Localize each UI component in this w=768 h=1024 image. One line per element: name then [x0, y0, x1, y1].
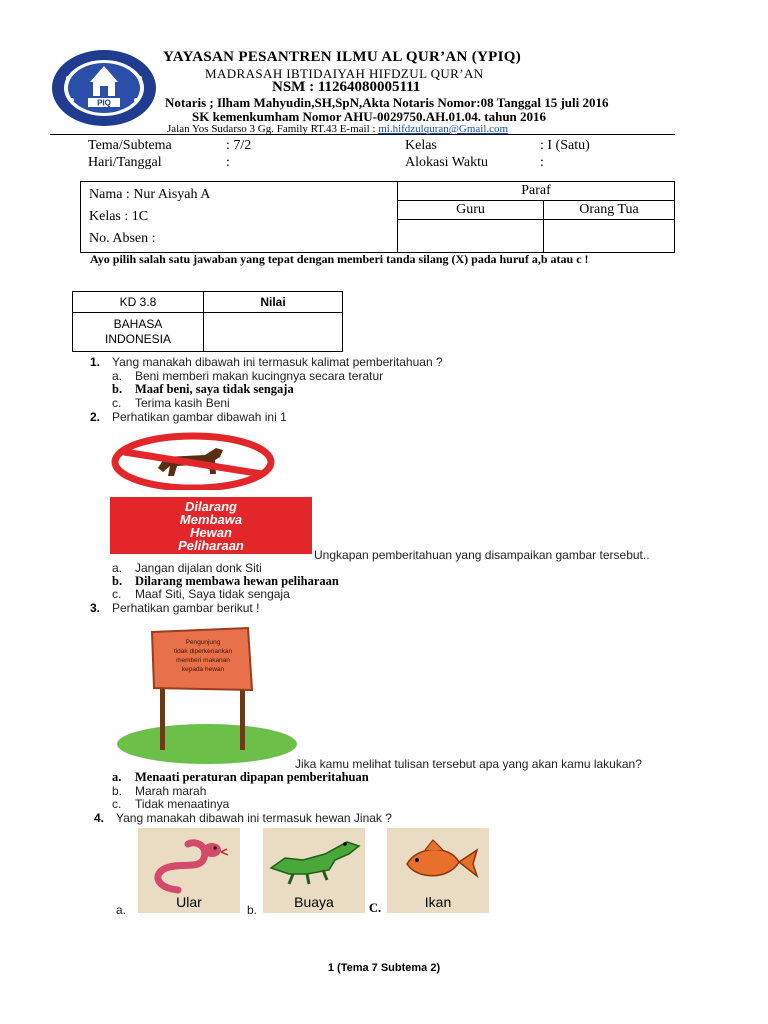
question-number: 2.	[90, 410, 101, 424]
zoo-sign-text	[156, 638, 250, 674]
fish-card[interactable]	[387, 828, 489, 913]
identity-table	[80, 181, 675, 253]
sign-line: Hewan	[190, 525, 232, 540]
question-2	[90, 410, 287, 424]
q4-letter-c[interactable]: C.	[369, 901, 382, 915]
card-label: Ular	[176, 894, 202, 910]
q4-letter-b[interactable]: b.	[247, 903, 258, 917]
sign-line: Peliharaan	[178, 538, 244, 553]
question-text: Yang manakah dibawah ini termasuk hewan Jinak ?	[116, 811, 392, 825]
question-number: 3.	[90, 601, 101, 615]
paraf-ortu-header: Orang Tua	[544, 201, 675, 220]
page-footer: 1 (Tema 7 Subtema 2)	[327, 962, 441, 974]
paraf-header: Paraf	[398, 182, 675, 201]
sign-line: tidak diperkenankan	[173, 648, 233, 655]
option-text: Jangan dijalan donk Siti	[135, 561, 262, 575]
option-letter: a.	[112, 561, 123, 575]
paraf-ortu-field[interactable]	[544, 220, 675, 253]
question-text: Yang manakah dibawah ini termasuk kalimat pemberitahuan ?	[112, 355, 443, 369]
card-label: Ikan	[424, 894, 452, 910]
paraf-guru-field[interactable]	[398, 220, 544, 253]
option-text: Maaf Siti, Saya tidak sengaja	[135, 587, 290, 601]
option-letter: b.	[112, 574, 123, 588]
q1-option-a[interactable]	[112, 369, 383, 383]
q3-option-a[interactable]	[112, 770, 369, 785]
crocodile-icon	[263, 828, 365, 894]
no-pets-sign-panel	[110, 497, 312, 554]
option-text: Tidak menaatinya	[135, 797, 230, 811]
sign-text	[110, 500, 312, 552]
q3-caption: Jika kamu melihat tulisan tersebut apa yang akan kamu lakukan?	[295, 757, 642, 771]
hari-label: Hari/Tanggal	[88, 155, 162, 170]
option-letter: c.	[112, 797, 122, 811]
tema-label: Tema/Subtema	[88, 138, 172, 153]
sign-line: Dilarang	[184, 499, 237, 514]
snake-icon	[138, 828, 240, 894]
school-name: MADRASAH IBTIDAIYAH HIFDZUL QUR’AN	[205, 66, 484, 81]
q2-caption: Ungkapan pemberitahuan yang disampaikan gambar tersebut..	[314, 548, 650, 562]
option-letter: b.	[112, 382, 123, 396]
option-text: Dilarang membawa hewan peliharaan	[135, 574, 339, 588]
option-letter: c.	[112, 396, 122, 410]
q3-option-b[interactable]	[112, 784, 206, 798]
notary-info: Notaris ; Ilham Mahyudin,SH,SpN,Akta Notaris Nomor:08 Tanggal 15 juli 2016	[165, 95, 609, 110]
sign-line: Membawa	[179, 512, 243, 527]
q3-option-c[interactable]	[112, 797, 229, 811]
foundation-name: YAYASAN PESANTREN ILMU AL QUR’AN (YPIQ)	[163, 49, 522, 65]
option-text: Maaf beni, saya tidak sengaja	[135, 382, 294, 396]
nilai-field[interactable]	[204, 313, 343, 352]
zoo-sign-image	[112, 618, 302, 766]
student-absen: No. Absen :	[89, 231, 156, 246]
question-1	[90, 355, 443, 369]
question-text: Perhatikan gambar dibawah ini 1	[112, 410, 287, 424]
kelas-value: : I (Satu)	[540, 138, 590, 153]
q1-option-c[interactable]	[112, 396, 230, 410]
nilai-label: Nilai	[204, 292, 343, 313]
question-3	[90, 601, 259, 615]
option-text: Marah marah	[135, 784, 207, 798]
option-letter: a.	[112, 369, 123, 383]
sign-line: memberi makanan	[176, 657, 230, 664]
student-class: Kelas : 1C	[89, 209, 149, 224]
card-label: Buaya	[294, 894, 334, 910]
sign-line: kepada hewan	[181, 666, 225, 673]
logo-label: PIQ	[97, 98, 111, 108]
instruction-text: Ayo pilih salah satu jawaban yang tepat dengan memberi tanda silang (X) pada huruf a,b atau c !	[90, 252, 589, 266]
email-link[interactable]: mi.hifdzulquran@Gmail.com	[378, 123, 509, 135]
kd-label: KD 3.8	[73, 292, 204, 313]
nsm-number: NSM : 11264080005111	[272, 79, 421, 95]
tema-value: : 7/2	[226, 138, 252, 153]
option-text: Terima kasih Beni	[135, 396, 230, 410]
q4-letter-a[interactable]: a.	[116, 903, 127, 917]
paraf-guru-header: Guru	[398, 201, 544, 220]
q2-option-c[interactable]	[112, 587, 290, 601]
option-letter: c.	[112, 587, 122, 601]
option-letter: a.	[112, 770, 122, 784]
q1-option-b[interactable]	[112, 382, 294, 397]
address-text: Jalan Yos Sudarso 3 Gg. Family RT.43 E-mail :	[167, 123, 379, 135]
option-text: Beni memberi makan kucingnya secara teratur	[135, 369, 384, 383]
waktu-value: :	[540, 155, 544, 170]
sign-line: Pengunjung	[185, 639, 221, 646]
question-number: 4.	[94, 811, 105, 825]
crocodile-card[interactable]	[263, 828, 365, 913]
subject-line1: BAHASA	[113, 317, 163, 331]
subject-cell	[73, 313, 204, 352]
waktu-label: Alokasi Waktu	[405, 155, 488, 170]
question-number: 1.	[90, 355, 101, 369]
subject-line2: INDONESIA	[104, 332, 171, 346]
option-text: Menaati peraturan dipapan pemberitahuan	[135, 770, 369, 784]
no-pets-sign-image	[110, 430, 276, 490]
student-info-cell	[81, 182, 398, 253]
fish-icon	[387, 828, 489, 894]
header-divider	[50, 134, 675, 135]
sk-info: SK kemenkumham Nomor AHU-0029750.AH.01.04. tahun 2016	[192, 109, 547, 124]
question-text: Perhatikan gambar berikut !	[112, 601, 260, 615]
student-name: Nama : Nur Aisyah A	[89, 187, 211, 202]
option-letter: b.	[112, 784, 123, 798]
question-4	[94, 811, 392, 825]
q2-option-a[interactable]	[112, 561, 262, 575]
snake-card[interactable]	[138, 828, 240, 913]
kelas-label: Kelas	[405, 138, 437, 153]
school-logo	[50, 48, 158, 128]
score-table	[72, 291, 343, 352]
hari-value: :	[226, 155, 230, 170]
